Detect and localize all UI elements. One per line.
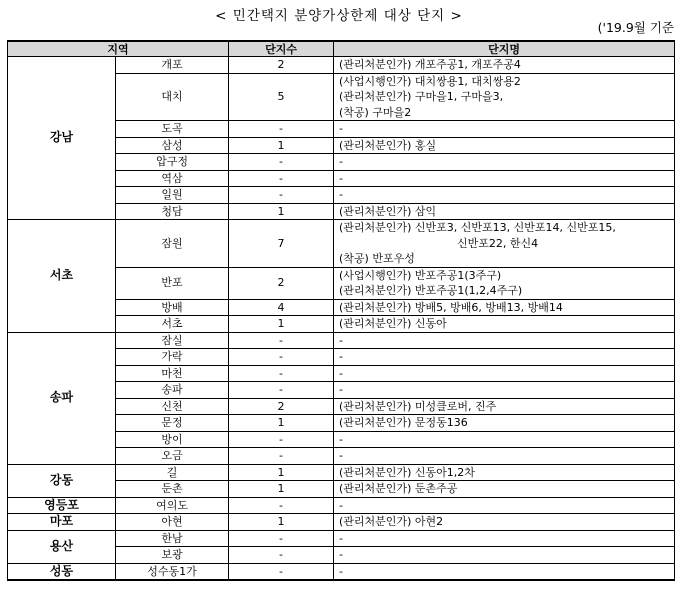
header-region: 지역 [8,41,229,57]
count-cell: 4 [229,299,334,316]
dong-cell: 성수동1가 [116,563,229,580]
dong-cell: 대치 [116,73,229,121]
complex-name-line: - [339,122,343,135]
dong-cell: 반포 [116,267,229,299]
count-cell: 2 [229,267,334,299]
complex-names-cell [334,316,675,333]
header-names: 단지명 [334,41,675,57]
table-row [8,514,675,531]
dong-cell: 보광 [116,547,229,564]
complex-name-line: (관리처분인가) 문정동136 [339,416,468,429]
complex-name-line: - [339,498,343,512]
count-cell: - [229,332,334,349]
complex-name-line: - [339,548,343,561]
complex-name-line: (관리처분인가) 삼익 [339,204,437,218]
complex-name-line: - [339,564,343,578]
count-cell: - [229,530,334,547]
dong-cell: 길 [116,464,229,481]
complex-names-cell [334,170,675,187]
complex-name-line: (관리처분인가) 신동아 [339,317,447,330]
complex-name-line: (관리처분인가) 구마을1, 구마을3, [339,90,504,103]
dong-cell: 역삼 [116,170,229,187]
region-cell: 영등포 [8,497,116,514]
complex-name-line: (관리처분인가) 반포주공1(1,2,4주구) [339,284,523,297]
complex-name-line: - [339,432,343,446]
count-cell: 1 [229,203,334,220]
count-cell: - [229,382,334,399]
header-count: 단지수 [229,41,334,57]
count-cell: - [229,563,334,580]
complex-name-line: (관리처분인가) 미성클로버, 진주 [339,399,497,413]
count-cell: - [229,154,334,171]
complex-names-cell [334,530,675,547]
region-cell: 성동 [8,563,116,580]
count-cell: 7 [229,220,334,268]
complex-name-line: - [339,333,343,347]
dong-cell: 오금 [116,448,229,465]
count-cell: - [229,187,334,204]
count-cell: 2 [229,398,334,415]
table-row [8,332,675,349]
table-row [8,464,675,481]
count-cell: - [229,547,334,564]
complex-names-cell [334,332,675,349]
dong-cell: 삼성 [116,137,229,154]
complex-name-line: - [339,383,343,396]
dong-cell: 일원 [116,187,229,204]
table-row [8,563,675,580]
complex-names-cell [334,220,675,268]
count-cell: 1 [229,464,334,481]
dong-cell: 마천 [116,365,229,382]
dong-cell: 송파 [116,382,229,399]
complex-names-cell [334,547,675,564]
complex-names-cell [334,137,675,154]
region-cell: 마포 [8,514,116,531]
count-cell: 1 [229,316,334,333]
complex-name-line: (사업시행인가) 대치쌍용1, 대치쌍용2 [339,74,521,88]
complex-name-line: (관리처분인가) 아현2 [339,515,444,528]
complex-name-line: - [339,366,343,380]
dong-cell: 도곡 [116,121,229,138]
complex-name-line: (착공) 반포우성 [339,252,415,265]
complex-name-line: - [339,188,343,201]
complex-name-line: (관리처분인가) 개포주공1, 개포주공4 [339,58,521,71]
region-cell: 용산 [8,530,116,563]
complex-name-line: (사업시행인가) 반포주공1(3주구) [339,268,502,282]
complex-names-cell [334,365,675,382]
complex-names-cell [334,154,675,171]
count-cell: - [229,170,334,187]
dong-cell: 서초 [116,316,229,333]
complex-names-cell [334,514,675,531]
complex-names-cell [334,563,675,580]
dong-cell: 잠실 [116,332,229,349]
complex-names-cell [334,398,675,415]
count-cell: - [229,497,334,514]
dong-cell: 문정 [116,415,229,432]
complex-names-cell [334,299,675,316]
complex-name-line: - [339,350,343,363]
complex-names-cell [334,121,675,138]
complex-names-cell [334,267,675,299]
dong-cell: 신천 [116,398,229,415]
count-cell: 5 [229,73,334,121]
count-cell: - [229,349,334,366]
table-header-row [8,41,675,57]
complex-names-cell [334,448,675,465]
complex-name-line: - [339,531,343,545]
complex-name-line: - [339,171,343,185]
count-cell: 1 [229,481,334,498]
complex-names-cell [334,73,675,121]
complex-name-line: (관리처분인가) 둔촌주공 [339,482,458,495]
complex-name-line: - [339,155,343,168]
dong-cell: 청담 [116,203,229,220]
region-cell: 강남 [8,57,116,220]
complex-names-cell [334,203,675,220]
region-cell: 강동 [8,464,116,497]
complex-names-cell [334,349,675,366]
complex-names-cell [334,497,675,514]
complex-names-cell [334,382,675,399]
complex-name-line: - [339,449,343,462]
region-cell: 서초 [8,220,116,333]
table-body [8,57,675,581]
region-cell: 송파 [8,332,116,464]
complex-names-cell [334,187,675,204]
complex-name-line: 신반포22, 한신4 [457,236,539,250]
complex-name-line: (착공) 구마을2 [339,105,412,119]
table-row [8,497,675,514]
dong-cell: 잠원 [116,220,229,268]
count-cell: 1 [229,415,334,432]
dong-cell: 개포 [116,57,229,74]
count-cell: - [229,448,334,465]
dong-cell: 아현 [116,514,229,531]
count-cell: - [229,365,334,382]
page-title: < 민간택지 분양가상한제 대상 단지 > [215,8,463,24]
dong-cell: 둔촌 [116,481,229,498]
complex-name-line: (관리처분인가) 신동아1,2차 [339,465,475,479]
dong-cell: 여의도 [116,497,229,514]
dong-cell: 한남 [116,530,229,547]
dong-cell: 압구정 [116,154,229,171]
count-cell: - [229,431,334,448]
table-row [8,57,675,74]
complex-names-cell [334,57,675,74]
table-row [8,530,675,547]
complex-name-line: (관리처분인가) 신반포3, 신반포13, 신반포14, 신반포15, [339,221,616,234]
count-cell: - [229,121,334,138]
basis-date-note: ('19.9월 기준 [597,20,674,35]
table-row [8,220,675,268]
complex-names-cell [334,464,675,481]
count-cell: 2 [229,57,334,74]
complex-names-cell [334,415,675,432]
complex-names-cell [334,481,675,498]
complex-name-line: (관리처분인가) 방배5, 방배6, 방배13, 방배14 [339,300,563,314]
complex-names-cell [334,431,675,448]
complex-name-line: (관리처분인가) 홍실 [339,138,437,152]
target-complex-table [7,40,675,581]
dong-cell: 방배 [116,299,229,316]
count-cell: 1 [229,514,334,531]
dong-cell: 가락 [116,349,229,366]
dong-cell: 방이 [116,431,229,448]
count-cell: 1 [229,137,334,154]
